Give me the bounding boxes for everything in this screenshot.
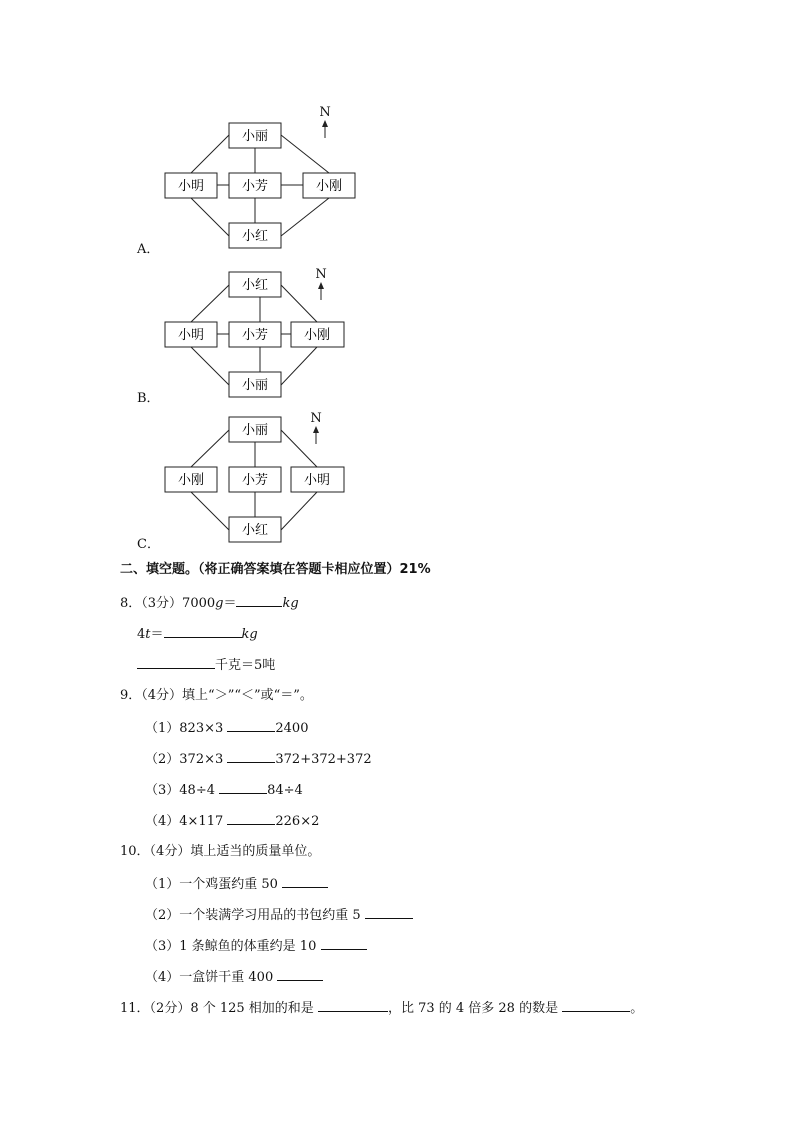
q10-item-3 [145,937,367,955]
diagramC-right-label: 小明 [303,473,331,488]
q8-blank-2[interactable] [164,625,242,638]
q9-stem: 9．（4分）填上“＞”“＜”或“＝”。 [120,688,313,703]
q10-item-2 [145,906,413,924]
q9-blank-4[interactable] [227,812,275,825]
north-arrow-head-c [313,426,319,433]
diagramB-right-label: 小刚 [303,328,331,343]
q10-item-2-text: （2）一个装满学习用品的书包约重 5 [145,908,361,923]
q9-item-1-left: （1）823×3 [145,721,224,736]
diagramC-bottom-label: 小红 [241,523,269,538]
diagramB-center-label: 小芳 [241,328,269,343]
north-label-a: N [319,105,331,120]
q8-line2-eq: ＝ [150,627,164,642]
q10-item-1 [145,875,328,893]
q10-blank-1[interactable] [282,875,328,888]
q10-blank-2[interactable] [365,906,413,919]
q10-item-4 [145,968,323,986]
q10-item-1-text: （1）一个鸡蛋约重 50 [145,877,278,892]
q11-part1: 11．（2分）8 个 125 相加的和是 [120,1001,314,1016]
q9-item-3-left: （3）48÷4 [145,783,215,798]
q8-line1 [120,594,299,612]
section-title: 二、填空题。（将正确答案填在答题卡相应位置）21% [120,562,431,577]
q11-blank-1[interactable] [318,999,388,1012]
diagramC-top-label: 小丽 [241,423,269,438]
q9-item-4 [145,812,319,830]
north-arrow-head-b [318,282,324,289]
q11-blank-2[interactable] [562,999,630,1012]
q8-line2-unit-kg: kg [241,627,258,642]
diagramA-top-label: 小丽 [241,129,269,144]
q10-item-4-text: （4）一盒饼干重 400 [145,970,274,985]
q10-stem: 10．（4分）填上适当的质量单位。 [120,844,321,859]
north-label-b: N [315,267,327,282]
q8-line3 [137,656,275,674]
q8-line3-text: 千克＝5吨 [215,658,276,673]
diagramB-bottom-label: 小丽 [241,378,269,393]
q9-blank-1[interactable] [227,719,275,732]
option-b-label[interactable]: B． [137,391,160,406]
q9-item-2-right: 372+372+372 [275,752,372,767]
q10-item-3-text: （3）1 条鲸鱼的体重约是 10 [145,939,317,954]
q8-unit-g: g [215,596,224,611]
q8-line2 [137,625,258,643]
q9-item-3-right: 84÷4 [267,783,303,798]
q9-item-3 [145,781,303,799]
diagramC-center-label: 小芳 [241,473,269,488]
diagramA-left-label: 小明 [177,179,205,194]
option-a-label[interactable]: A． [137,242,160,257]
diagramA-bottom-label: 小红 [241,229,269,244]
q9-item-2 [145,750,372,768]
north-label-c: N [310,411,322,426]
diagram-figures [0,0,794,560]
q9-item-4-right: 226×2 [275,814,320,829]
q9-blank-3[interactable] [219,781,267,794]
q9-blank-2[interactable] [227,750,275,763]
q8-line2-num: 4 [137,627,146,642]
diagramB-top-label: 小红 [241,278,269,293]
q9-item-4-left: （4）4×117 [145,814,224,829]
diagramA-right-label: 小刚 [315,179,343,194]
q11-part3: 。 [630,1001,644,1016]
diagramB-left-label: 小明 [177,328,205,343]
q9-item-1-right: 2400 [275,721,309,736]
north-arrow-head-a [322,120,328,127]
diagramA-center-label: 小芳 [241,179,269,194]
q9-item-2-left: （2）372×3 [145,752,224,767]
q8-blank-1[interactable] [236,594,282,607]
q10-blank-3[interactable] [321,937,367,950]
diagramC-left-label: 小刚 [177,473,205,488]
q8-eq: ＝ [223,596,237,611]
option-c-label[interactable]: C． [137,537,160,552]
q8-unit-kg1: kg [282,596,299,611]
q10-blank-4[interactable] [277,968,323,981]
q8-blank-3[interactable] [137,656,215,669]
q8-prefix: 8．（3分）7000 [120,596,216,611]
q9-item-1 [145,719,308,737]
q8-line2-unit-t: t [145,627,151,642]
q11-line [120,999,643,1017]
q11-part2: ，比 73 的 4 倍多 28 的数是 [387,1001,559,1016]
